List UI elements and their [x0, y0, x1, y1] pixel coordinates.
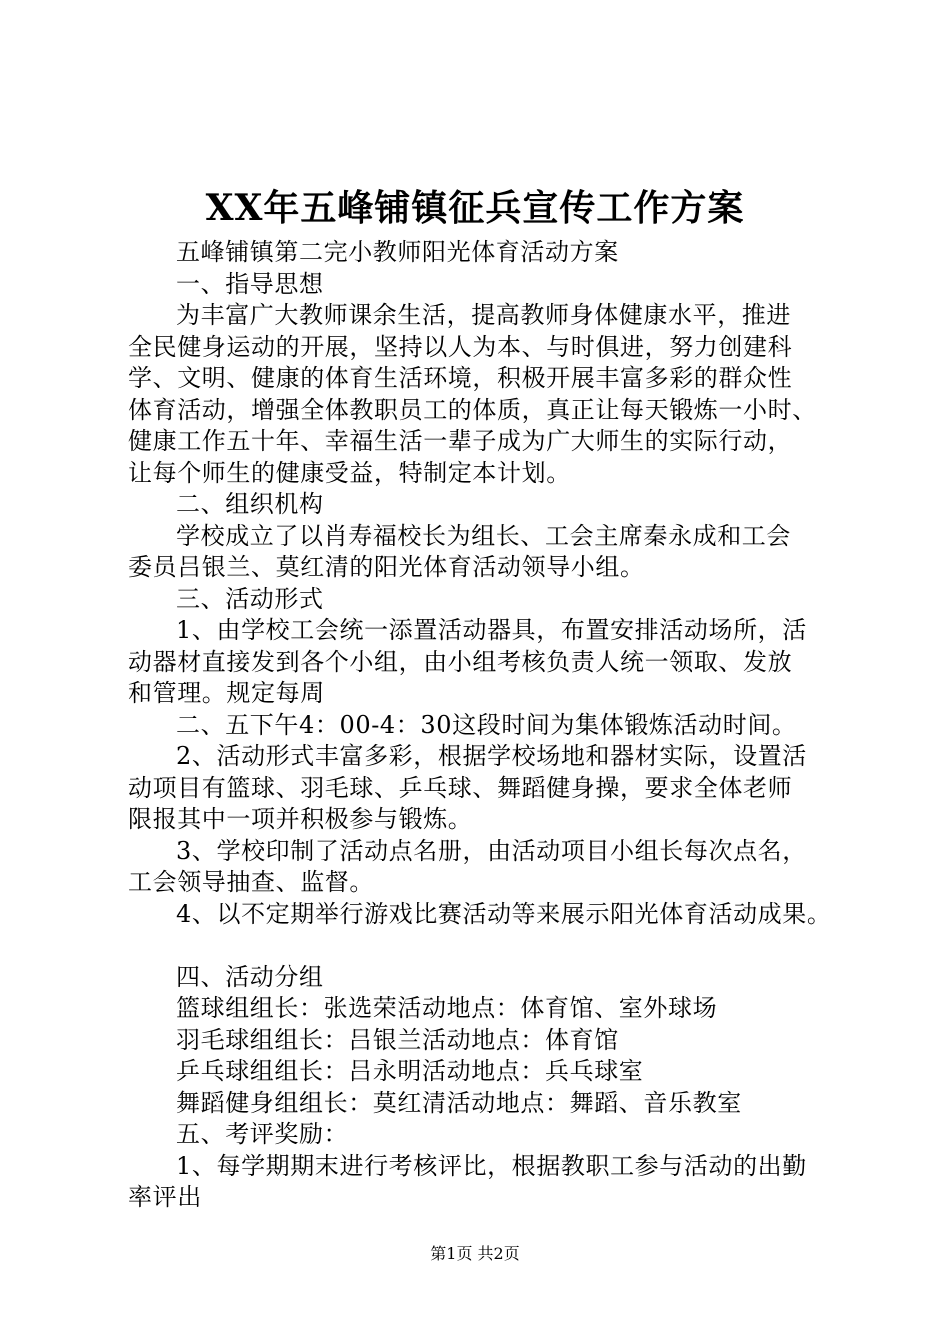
paragraph-line: 健康工作五十年、幸福生活一辈子成为广大师生的实际行动，: [128, 427, 793, 455]
paragraph-line: 工会领导抽查、监督。: [128, 868, 374, 896]
paragraph-line: 一、指导思想: [176, 269, 324, 298]
paragraph-line: 限报其中一项并积极参与锻炼。: [128, 805, 473, 833]
document-body: [128, 237, 848, 1214]
page-title: XX年五峰铺镇征兵宣传工作方案: [205, 187, 745, 229]
paragraph-line: 舞蹈健身组组长：莫红清活动地点：舞蹈、音乐教室: [176, 1088, 742, 1117]
paragraph-line: 动器材直接发到各个小组，由小组考核负责人统一领取、发放: [128, 647, 793, 676]
paragraph-line: 三、活动形式: [176, 584, 324, 613]
paragraph-line: 3、学校印制了活动点名册，由活动项目小组长每次点名，: [176, 836, 807, 865]
paragraph-line: 为丰富广大教师课余生活，提高教师身体健康水平，推进: [176, 301, 791, 329]
paragraph-line: 乒乓球组组长：吕永明活动地点：兵乓球室: [176, 1057, 644, 1085]
blank-line: [128, 930, 848, 962]
paragraph-line: 2、活动形式丰富多彩，根据学校场地和器材实际，设置活: [176, 742, 807, 770]
paragraph-line: 动项目有篮球、羽毛球、乒乓球、舞蹈健身操，要求全体老师: [128, 773, 793, 802]
paragraph-line: 让每个师生的健康受益，特制定本计划。: [128, 458, 571, 487]
paragraph-line: 羽毛球组组长：吕银兰活动地点：体育馆: [176, 1025, 619, 1054]
paragraph-line: 体育活动，增强全体教职员工的体质，真正让每天锻炼一小时、: [128, 395, 817, 424]
paragraph-line: 委员吕银兰、莫红清的阳光体育活动领导小组。: [128, 553, 645, 581]
paragraph-line: 1、由学校工会统一添置活动器具，布置安排活动场所，活: [176, 616, 807, 644]
paragraph-line: 学、文明、健康的体育生活环境，积极开展丰富多彩的群众性: [128, 364, 793, 392]
paragraph-line: 1、每学期期末进行考核评比，根据教职工参与活动的出勤: [176, 1151, 807, 1180]
paragraph-line: 四、活动分组: [176, 962, 324, 991]
page-footer: 第1页 共2页: [430, 1244, 520, 1263]
paragraph-line: 4、以不定期举行游戏比赛活动等来展示阳光体育活动成果。: [176, 899, 832, 928]
paragraph-line: 全民健身运动的开展，坚持以人为本、与时俱进，努力创建科: [128, 332, 793, 361]
paragraph-line: 学校成立了以肖寿福校长为组长、工会主席秦永成和工会: [176, 521, 791, 550]
paragraph-line: 五、考评奖励：: [176, 1120, 349, 1148]
paragraph-line: 率评出: [128, 1183, 202, 1211]
paragraph-line: 篮球组组长：张选荣活动地点：体育馆、室外球场: [176, 994, 718, 1022]
paragraph-line: 二、五下午4：00-4：30这段时间为集体锻炼活动时间。: [176, 710, 797, 739]
paragraph-line: 二、组织机构: [176, 490, 324, 518]
paragraph-line: 五峰铺镇第二完小教师阳光体育活动方案: [176, 238, 619, 266]
paragraph-line: 和管理。规定每周: [128, 679, 325, 707]
